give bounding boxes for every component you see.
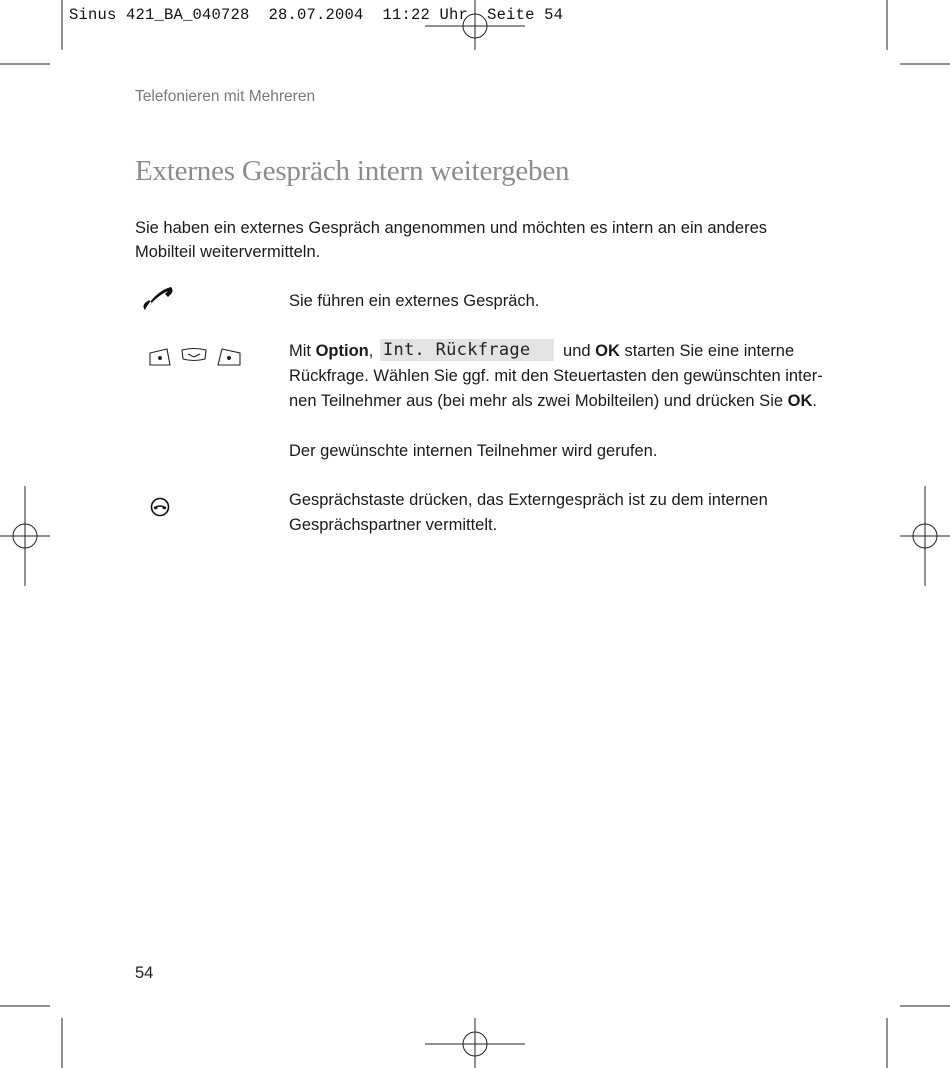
step-2-comma: , xyxy=(368,342,374,360)
end-call-key-icon xyxy=(149,496,171,518)
step-2-text xyxy=(289,339,829,414)
intro-paragraph: Sie haben ein externes Gespräch angenommen und möchten es intern an ein anderes Mobilteil weitervermitteln. xyxy=(135,219,767,261)
left-softkey-icon xyxy=(150,349,170,365)
print-slug: Sinus 421_BA_040728 28.07.2004 11:22 Uhr Seite 54 xyxy=(69,6,564,24)
option-label: Option xyxy=(315,342,369,360)
step-2-mid-2: starten Sie eine interne Rückfrage. Wählen Sie ggf. mit den Steuertasten den gewünschten internen Teilnehmer aus (bei mehr als zwei Mobilteilen) und drücken Sie xyxy=(289,342,823,410)
running-head: Telefonieren mit Mehreren xyxy=(135,88,316,105)
ok-label-2: OK xyxy=(787,392,813,410)
step-2-prefix: Mit xyxy=(289,342,316,360)
step-3-text: Der gewünschte internen Teilnehmer wird gerufen. xyxy=(289,442,658,460)
step-2-suffix: . xyxy=(812,392,817,410)
page-title: Externes Gespräch intern weitergeben xyxy=(135,155,570,187)
handset-icon xyxy=(142,286,176,312)
softkey-navigation-icons xyxy=(148,344,242,368)
navigation-key-icon xyxy=(182,349,206,361)
right-softkey-icon xyxy=(218,349,240,365)
step-1-text: Sie führen ein externes Gespräch. xyxy=(289,292,540,310)
display-menu-entry: Int. Rückfrage xyxy=(380,339,555,361)
step-2-mid-1: und xyxy=(558,342,596,360)
page-number: 54 xyxy=(135,964,154,982)
step-4-text: Gesprächstaste drücken, das Externgespräch ist zu dem internen Gesprächspartner vermittelt. xyxy=(289,491,768,534)
ok-label: OK xyxy=(595,342,620,360)
